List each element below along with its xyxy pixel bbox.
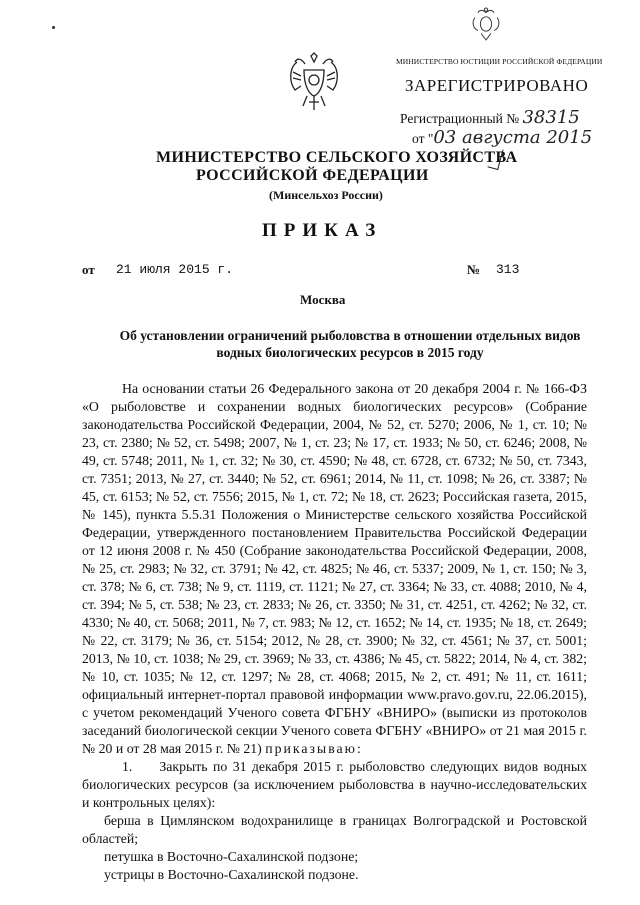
stamp-date-handwritten: 03 августа 2015 <box>433 127 593 148</box>
order-body <box>82 380 587 884</box>
preamble-order-word: приказываю: <box>265 741 363 756</box>
stamp-date-prefix: от " <box>412 131 434 146</box>
city: Москва <box>300 292 346 307</box>
preamble-text: На основании статьи 26 Федерального закона от 20 декабря 2004 г. № 166-ФЗ «О рыболовстве и сохранении водных биологических ресурсов» (Собрание законодательства Российской Федерации, 2004, № 52, ст. 5270; 2006, № 1, ст. 10; № 23, ст. 2380; № 52, ст. 5498; 2007, № 1, ст. 23; № 17, ст. 1933; № 50, ст. 6246; 2008, № 49, ст. 5748; 2011, № 1, ст. 32; № 30, ст. 4590; № 48, ст. 6728, ст. 6732; № 50, ст. 7343, ст. 7351; 2013, № 27, ст. 3440; № 52, ст. 6961; 2014, № 11, ст. 1098; № 26, ст. 3387; № 45, ст. 6153; № 52, ст. 7556; 2015, № 1, ст. 72; № 18, ст. 2623; Российская газета, 2015, № 145), пункта 5.5.31 Положения о Министерстве сельского хозяйства Российской Федерации, утвержденного постановлением Правительства Российской Федерации от 12 июня 2008 г. № 450 (Собрание законодательства Российской Федерации, 2008, № 25, ст. 2983; № 32, ст. 3791; № 42, ст. 4825; № 46, ст. 5337; 2009, № 1, ст. 150; № 3, ст. 378; № 6, ст. 738; № 9, ст. 1119, ст. 1121; № 27, ст. 3364; № 33, ст. 4088; 2010, № 4, ст. 394; № 5, ст. 538; № 23, ст. 2833; № 26, ст. 3350; № 31, ст. 4251, ст. 4262; № 32, ст. 4330; № 40, ст. 5068; 2011, № 7, ст. 983; № 12, ст. 1652; № 14, ст. 1935; № 18, ст. 2649; № 22, ст. 3179; № 36, ст. 5154; 2012, № 28, ст. 3900; № 32, ст. 4561; № 37, ст. 5001; 2013, № 10, ст. 1038; № 29, ст. 3969; № 33, ст. 4386; № 45, ст. 5822; 2014, № 4, ст. 382; № 10, ст. 1035; № 12, ст. 1297; № 28, ст. 4068; 2015, № 2, ст. 491; № 11, ст. 1611; официальный интернет-портал правовой информации www.pravo.gov.ru, 22.06.2015), с учетом рекомендаций Ученого совета ФГБНУ «ВНИРО» (выписки из протоколов заседаний биологической секции Ученого совета ФГБНУ «ВНИРО» от 21 мая 2015 г. № 20 и от 28 мая 2015 г. № 21) <box>82 381 587 756</box>
stamp-reg-number: 38315 <box>522 107 580 128</box>
order-number-label: № <box>467 262 481 277</box>
order-subitem-1: берша в Цимлянском водохранилище в границах Волгоградской и Ростовской областей; <box>82 813 587 846</box>
ministry-name-line1: МИНИСТЕРСТВО СЕЛЬСКОГО ХОЗЯЙСТВА <box>156 149 518 166</box>
order-subitem-3: устрицы в Восточно-Сахалинской подзоне. <box>104 867 359 882</box>
order-date: 21 июля 2015 г. <box>116 262 234 277</box>
stamp-reg-label: Регистрационный № <box>400 111 520 126</box>
order-subject: Об установлении ограничений рыболовства в отношении отдельных видов водных биологических ресурсов в 2015 году <box>119 328 581 360</box>
order-number: 313 <box>496 262 520 277</box>
stamp-registration-number <box>400 107 580 128</box>
preamble <box>82 380 587 758</box>
ministry-short-name: (Минсельхоз России) <box>269 188 383 202</box>
small-eagle-emblem-icon <box>470 6 502 42</box>
order-title: ПРИКАЗ <box>262 220 383 241</box>
order-subitem-2: петушка в Восточно-Сахалинской подзоне; <box>104 849 359 864</box>
order-date-label: от <box>82 262 95 277</box>
stamp-organization: МИНИСТЕРСТВО ЮСТИЦИИ РОССИЙСКОЙ ФЕДЕРАЦИИ <box>396 57 603 66</box>
scan-dot <box>52 26 55 29</box>
order-item-1: 1. Закрыть по 31 декабря 2015 г. рыболовство следующих видов водных биологических ресурсов (за исключением рыболовства в научно-исследовательских и контрольных целях): <box>82 759 587 810</box>
stamp-registered: ЗАРЕГИСТРИРОВАНО <box>405 76 589 95</box>
stamp-date <box>412 127 592 148</box>
ministry-name-line2: РОССИЙСКОЙ ФЕДЕРАЦИИ <box>196 167 429 184</box>
coat-of-arms-icon <box>287 52 341 112</box>
